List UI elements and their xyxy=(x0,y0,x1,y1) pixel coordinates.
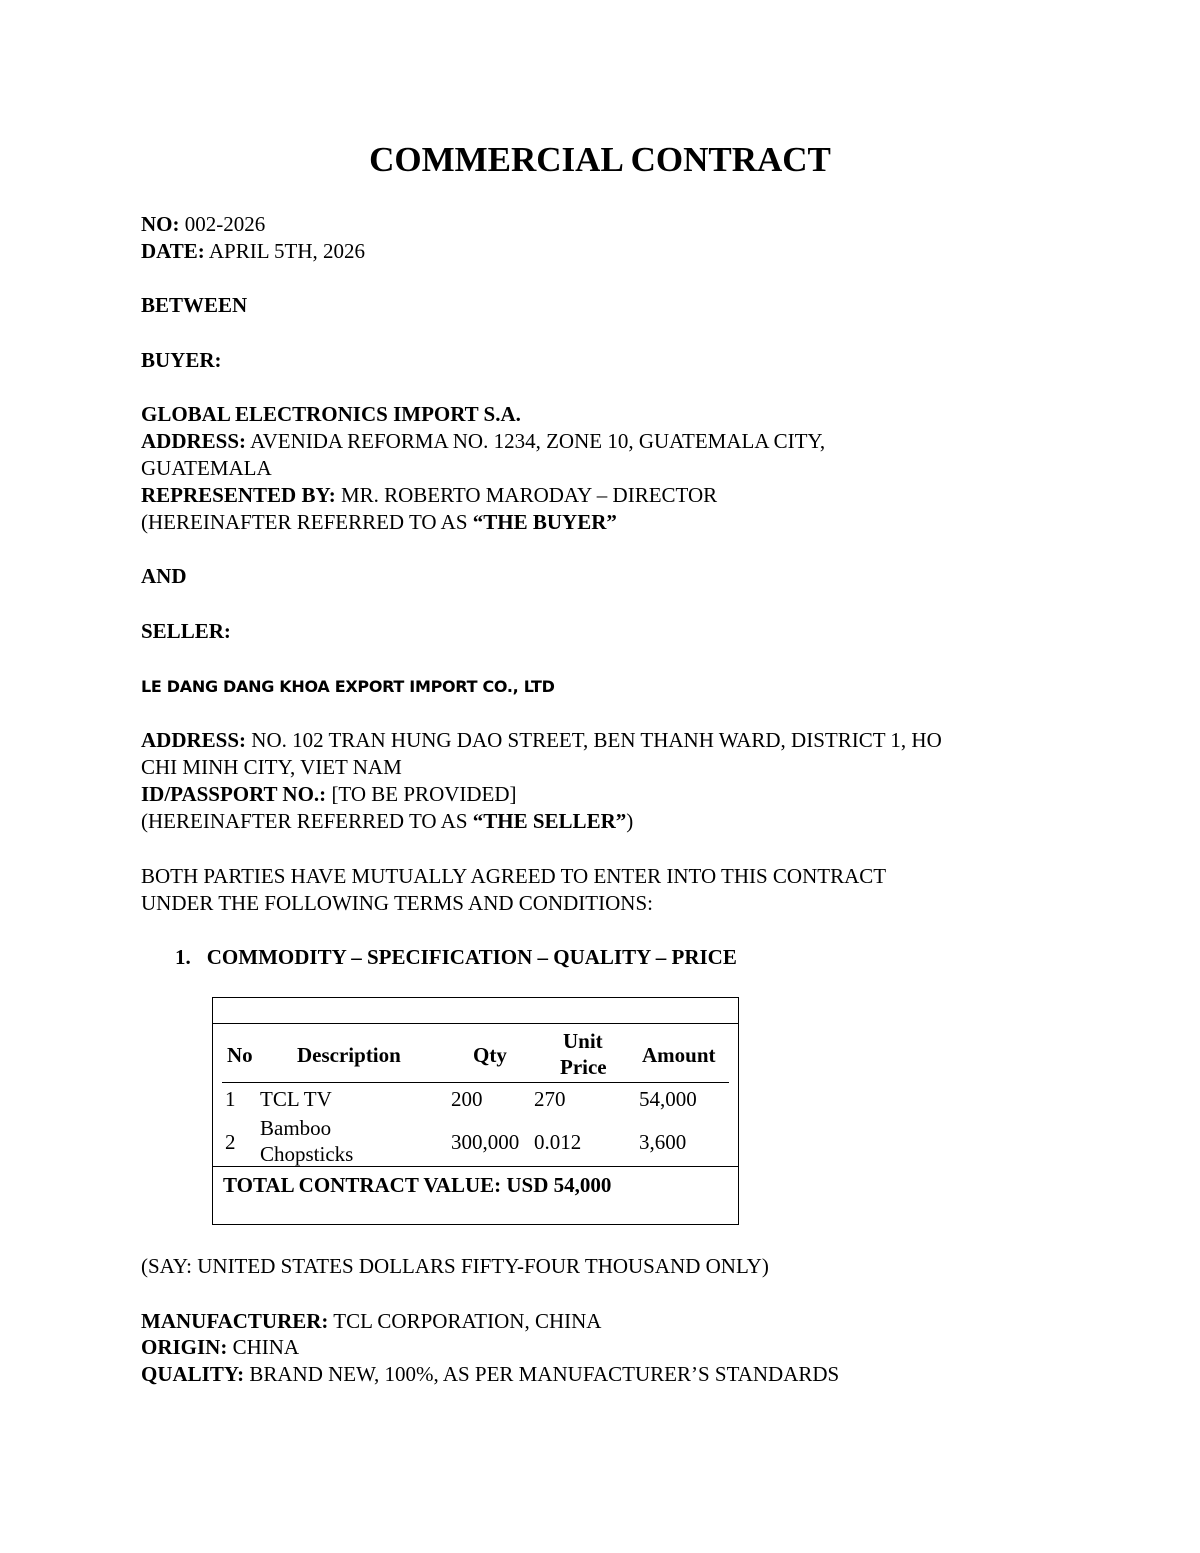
row-amount: 54,000 xyxy=(639,1087,697,1111)
and-label: AND xyxy=(141,564,187,588)
row-no: 1 xyxy=(225,1087,236,1111)
row-qty: 300,000 xyxy=(451,1130,520,1154)
contract-number: NO: 002-2026 xyxy=(141,212,266,236)
table-divider xyxy=(213,1023,738,1024)
header-qty: Qty xyxy=(473,1043,507,1067)
header-description: Description xyxy=(297,1043,401,1067)
buyer-name: GLOBAL ELECTRONICS IMPORT S.A. xyxy=(141,402,521,426)
row-unit-price: 0.012 xyxy=(534,1130,582,1154)
row-description: Bamboo xyxy=(260,1116,332,1140)
row-no: 2 xyxy=(225,1130,236,1154)
section-1-heading: 1. COMMODITY – SPECIFICATION – QUALITY – PRICE xyxy=(175,945,737,969)
buyer-representative: REPRESENTED BY: MR. ROBERTO MARODAY – DIRECTOR xyxy=(141,483,718,507)
buyer-address-line2: GUATEMALA xyxy=(141,456,272,480)
row-qty: 200 xyxy=(451,1087,483,1111)
table-divider xyxy=(213,1166,738,1167)
buyer-address: ADDRESS: AVENIDA REFORMA NO. 1234, ZONE 10, GUATEMALA CITY, xyxy=(141,429,826,453)
quality: QUALITY: BRAND NEW, 100%, AS PER MANUFACTURER’S STANDARDS xyxy=(141,1362,840,1386)
total-contract-value: TOTAL CONTRACT VALUE: USD 54,000 xyxy=(223,1173,612,1197)
buyer-heading: BUYER: xyxy=(141,348,222,372)
buyer-hereinafter: (HEREINAFTER REFERRED TO AS “THE BUYER” xyxy=(141,510,617,534)
header-price: Price xyxy=(560,1055,607,1079)
header-amount: Amount xyxy=(642,1043,716,1067)
header-underline xyxy=(222,1082,729,1083)
row-description-cont: Chopsticks xyxy=(260,1142,354,1166)
contract-date: DATE: APRIL 5TH, 2026 xyxy=(141,239,366,263)
amount-in-words: (SAY: UNITED STATES DOLLARS FIFTY-FOUR THOUSAND ONLY) xyxy=(141,1254,769,1278)
row-description: TCL TV xyxy=(260,1087,332,1111)
row-unit-price: 270 xyxy=(534,1087,566,1111)
seller-name: LE DANG DANG KHOA EXPORT IMPORT CO., LTD xyxy=(141,677,555,696)
commodity-table xyxy=(212,997,739,1225)
origin: ORIGIN: CHINA xyxy=(141,1335,300,1359)
manufacturer: MANUFACTURER: TCL CORPORATION, CHINA xyxy=(141,1309,602,1333)
agreement-line2: UNDER THE FOLLOWING TERMS AND CONDITIONS: xyxy=(141,891,653,915)
seller-id: ID/PASSPORT NO.: [TO BE PROVIDED] xyxy=(141,782,517,806)
header-no: No xyxy=(227,1043,253,1067)
agreement-line1: BOTH PARTIES HAVE MUTUALLY AGREED TO ENTER INTO THIS CONTRACT xyxy=(141,864,887,888)
seller-heading: SELLER: xyxy=(141,619,231,643)
seller-hereinafter: (HEREINAFTER REFERRED TO AS “THE SELLER”) xyxy=(141,809,634,833)
header-unit: Unit xyxy=(563,1029,603,1053)
between-label: BETWEEN xyxy=(141,293,248,317)
seller-address-line2: CHI MINH CITY, VIET NAM xyxy=(141,755,402,779)
document-title: COMMERCIAL CONTRACT xyxy=(369,140,831,179)
seller-address: ADDRESS: NO. 102 TRAN HUNG DAO STREET, BEN THANH WARD, DISTRICT 1, HO xyxy=(141,728,942,752)
row-amount: 3,600 xyxy=(639,1130,687,1154)
